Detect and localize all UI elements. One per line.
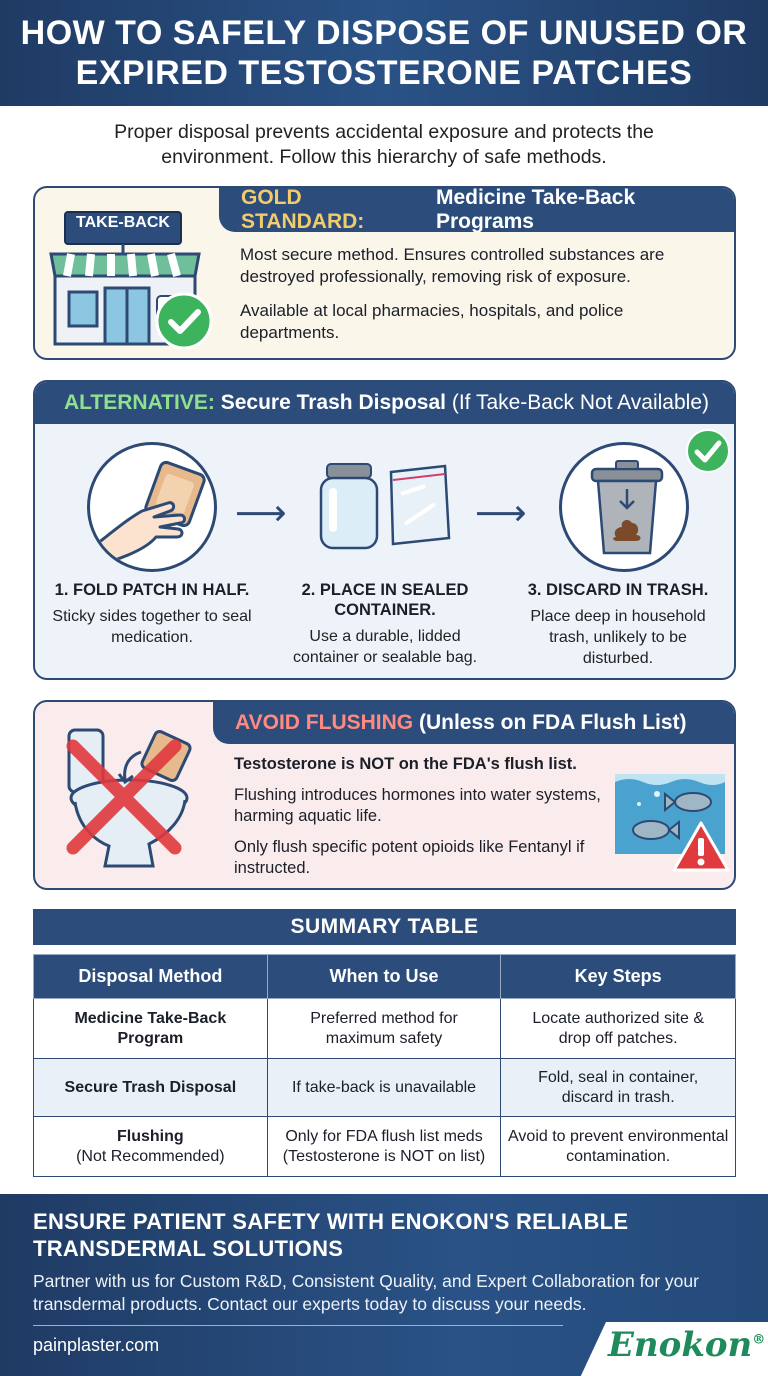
method-cell bbox=[34, 1059, 268, 1117]
column-header: When to Use bbox=[267, 955, 501, 999]
intro-text: Proper disposal prevents accidental exposure and protects the environment. Follow this hierarchy of safe methods. bbox=[114, 121, 654, 168]
take-back-sign-text: TAKE-BACK bbox=[76, 214, 170, 231]
page-header bbox=[0, 0, 768, 106]
avoid-flushing-tag: AVOID FLUSHING bbox=[235, 711, 414, 734]
when-text: Preferred method for maximum safety bbox=[310, 1009, 458, 1047]
take-back-card bbox=[33, 186, 736, 360]
enokon-logo bbox=[608, 1325, 765, 1365]
trash-disposal-header bbox=[35, 382, 736, 424]
steps-cell bbox=[501, 999, 736, 1059]
trash-circle bbox=[559, 442, 689, 572]
fold-patch-circle bbox=[87, 442, 217, 572]
flush-exception-text: Only flush specific potent opioids like Fentanyl if instructed. bbox=[234, 838, 585, 877]
step-seal bbox=[280, 580, 490, 668]
trash-bin-icon bbox=[562, 445, 689, 572]
table-header-row bbox=[34, 955, 736, 999]
flush-harm-text: Flushing introduces hormones into water systems, harming aquatic life. bbox=[234, 786, 601, 825]
take-back-body bbox=[240, 244, 720, 344]
when-text: Only for FDA flush list meds (Testosterone is NOT on list) bbox=[282, 1127, 486, 1165]
jar-icon bbox=[317, 460, 381, 552]
when-text: If take-back is unavailable bbox=[291, 1078, 477, 1096]
footer-divider bbox=[33, 1325, 563, 1326]
step-desc: Place deep in household trash, unlikely to be disturbed. bbox=[530, 608, 706, 667]
no-x-icon bbox=[59, 732, 189, 862]
footer bbox=[0, 1194, 768, 1376]
arrow-right-icon: ⟶ bbox=[235, 492, 287, 533]
warning-icon bbox=[671, 820, 731, 874]
trash-disposal-card bbox=[33, 380, 736, 680]
alternative-tag: ALTERNATIVE: bbox=[63, 391, 215, 414]
hand-patch-icon bbox=[90, 445, 217, 572]
arrow-right-icon: ⟶ bbox=[475, 492, 527, 533]
summary-table bbox=[33, 954, 736, 1177]
column-header: Key Steps bbox=[501, 955, 736, 999]
step-title: 2. PLACE IN SEALED CONTAINER. bbox=[301, 581, 469, 619]
avoid-flushing-qualifier: (Unless on FDA Flush List) bbox=[418, 711, 687, 734]
take-back-desc: Most secure method. Ensures controlled substances are destroyed professionally, removing risk of exposure. bbox=[240, 245, 665, 286]
method-cell bbox=[34, 1117, 268, 1177]
footer-title: ENSURE PATIENT SAFETY WITH ENOKON'S RELIABLE TRANSDERMAL SOLUTIONS bbox=[33, 1209, 629, 1261]
bag-icon bbox=[385, 464, 451, 546]
steps-text: Locate authorized site & drop off patches. bbox=[532, 1009, 704, 1047]
website-link[interactable]: painplaster.com bbox=[33, 1335, 160, 1355]
method-cell bbox=[34, 999, 268, 1059]
footer-text: Partner with us for Custom R&D, Consistent Quality, and Expert Collaboration for your transdermal products. Contact our experts today to discuss your needs. bbox=[33, 1271, 699, 1314]
take-back-locations: Available at local pharmacies, hospitals, and police departments. bbox=[240, 301, 624, 342]
method-name: Secure Trash Disposal bbox=[64, 1078, 237, 1096]
table-row bbox=[34, 1059, 736, 1117]
step-desc: Sticky sides together to seal medication. bbox=[52, 608, 252, 646]
column-header: Disposal Method bbox=[34, 955, 268, 999]
avoid-flushing-card bbox=[33, 700, 736, 890]
step-title: 1. FOLD PATCH IN HALF. bbox=[54, 581, 250, 599]
when-cell bbox=[267, 1117, 501, 1177]
step-desc: Use a durable, lidded container or sealable bag. bbox=[292, 628, 478, 666]
trash-disposal-title: Secure Trash Disposal bbox=[220, 391, 446, 414]
check-badge-icon bbox=[155, 292, 213, 350]
logo-wordmark: Enokon bbox=[608, 1325, 753, 1365]
summary-title: SUMMARY TABLE bbox=[33, 909, 736, 945]
method-name: Flushing bbox=[117, 1127, 184, 1145]
avoid-flushing-header bbox=[213, 702, 736, 744]
gold-standard-tag: GOLD STANDARD: bbox=[241, 186, 365, 233]
steps-cell bbox=[501, 1059, 736, 1117]
step-discard bbox=[513, 580, 723, 669]
method-note: (Not Recommended) bbox=[76, 1147, 225, 1165]
table-row bbox=[34, 999, 736, 1059]
page-title: HOW TO SAFELY DISPOSE OF UNUSED OR EXPIRED TESTOSTERONE PATCHES bbox=[20, 14, 748, 92]
registered-mark: ® bbox=[752, 1332, 766, 1348]
steps-text: Fold, seal in container, discard in trash. bbox=[538, 1068, 699, 1106]
trash-disposal-qualifier: (If Take-Back Not Available) bbox=[451, 391, 710, 414]
flush-list-warning: Testosterone is NOT on the FDA's flush list. bbox=[234, 755, 577, 773]
method-name: Medicine Take-Back Program bbox=[74, 1009, 227, 1047]
take-back-title: Medicine Take-Back Programs bbox=[435, 186, 636, 233]
steps-cell bbox=[501, 1117, 736, 1177]
when-cell bbox=[267, 999, 501, 1059]
step-fold bbox=[47, 580, 257, 648]
table-row bbox=[34, 1117, 736, 1177]
when-cell bbox=[267, 1059, 501, 1117]
steps-text: Avoid to prevent environmental contamination. bbox=[508, 1127, 729, 1165]
check-badge-icon bbox=[685, 428, 731, 474]
avoid-flushing-body bbox=[234, 754, 604, 879]
step-title: 3. DISCARD IN TRASH. bbox=[527, 581, 709, 599]
take-back-header bbox=[219, 188, 736, 232]
